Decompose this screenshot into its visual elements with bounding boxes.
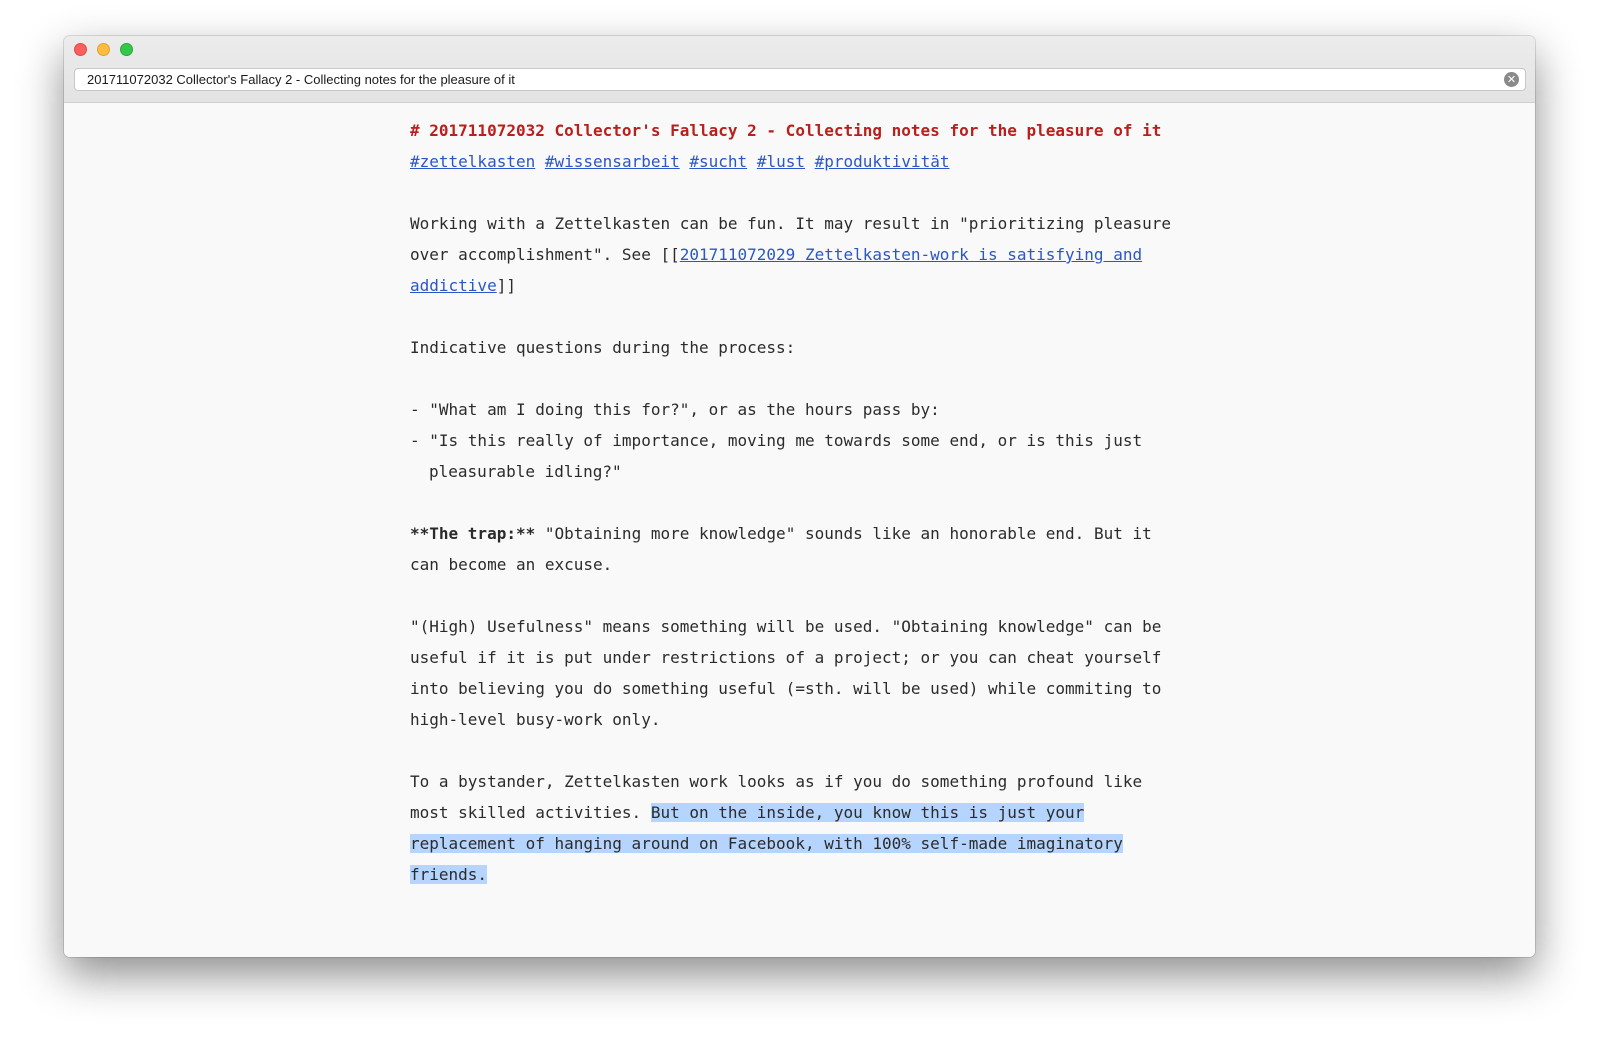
tag-zettelkasten[interactable]: #zettelkasten [410,152,536,171]
paragraph-bystander [410,766,1190,890]
omnibar [74,68,1526,91]
note-content[interactable] [410,115,1190,890]
tag-sucht[interactable]: #sucht [689,152,748,171]
note-editor[interactable] [64,103,1535,957]
app-window [64,36,1535,957]
zoom-window-button[interactable] [120,43,133,56]
tag-lust[interactable]: #lust [756,152,805,171]
selected-text: But on the inside, you know this is just your replacement of hanging around on Facebook, with 100% self-made imaginatory friends. [410,803,1123,884]
list-item: - "What am I doing this for?", or as the hours pass by: [410,400,940,419]
wiki-link-satisfying[interactable]: 201711072029 Zettelkasten-work is satisfying and addictive [410,245,1143,295]
trap-label: **The trap:** [410,524,536,543]
paragraph-fun-text: Working with a Zettelkasten can be fun. It may result in "prioritizing pleasure over accomplishment". See [[ [410,214,1171,264]
list-item: - "Is this really of importance, moving me towards some end, or is this just pleasurable idling?" [410,431,1143,481]
tag-line [410,146,1190,177]
paragraph-usefulness: "(High) Usefulness" means something will be used. "Obtaining knowledge" can be useful if it is put under restrictions of a project; or you can cheat yourself into believing you do something useful (=sth. will be used) while commiting to high-level busy-work only. [410,617,1162,729]
trap-text: "Obtaining more knowledge" sounds like an honorable end. But it can become an excuse. [410,524,1152,574]
minimize-window-button[interactable] [97,43,110,56]
search-input[interactable] [75,69,1497,90]
paragraph-trap [410,518,1190,580]
paragraph-questions-intro: Indicative questions during the process: [410,338,796,357]
note-heading: # 201711072032 Collector's Fallacy 2 - Collecting notes for the pleasure of it [410,121,1162,140]
bystander-text: To a bystander, Zettelkasten work looks as if you do something profound like most skilled activities. [410,772,1143,822]
x-circle-icon[interactable]: ✕ [1504,72,1519,87]
tag-produktivitat[interactable]: #produktivität [814,152,950,171]
title-bar [64,36,1535,103]
close-window-button[interactable] [74,43,87,56]
paragraph-fun [410,208,1190,301]
tag-wissensarbeit[interactable]: #wissensarbeit [544,152,680,171]
wiki-link-close: ]] [496,276,516,295]
